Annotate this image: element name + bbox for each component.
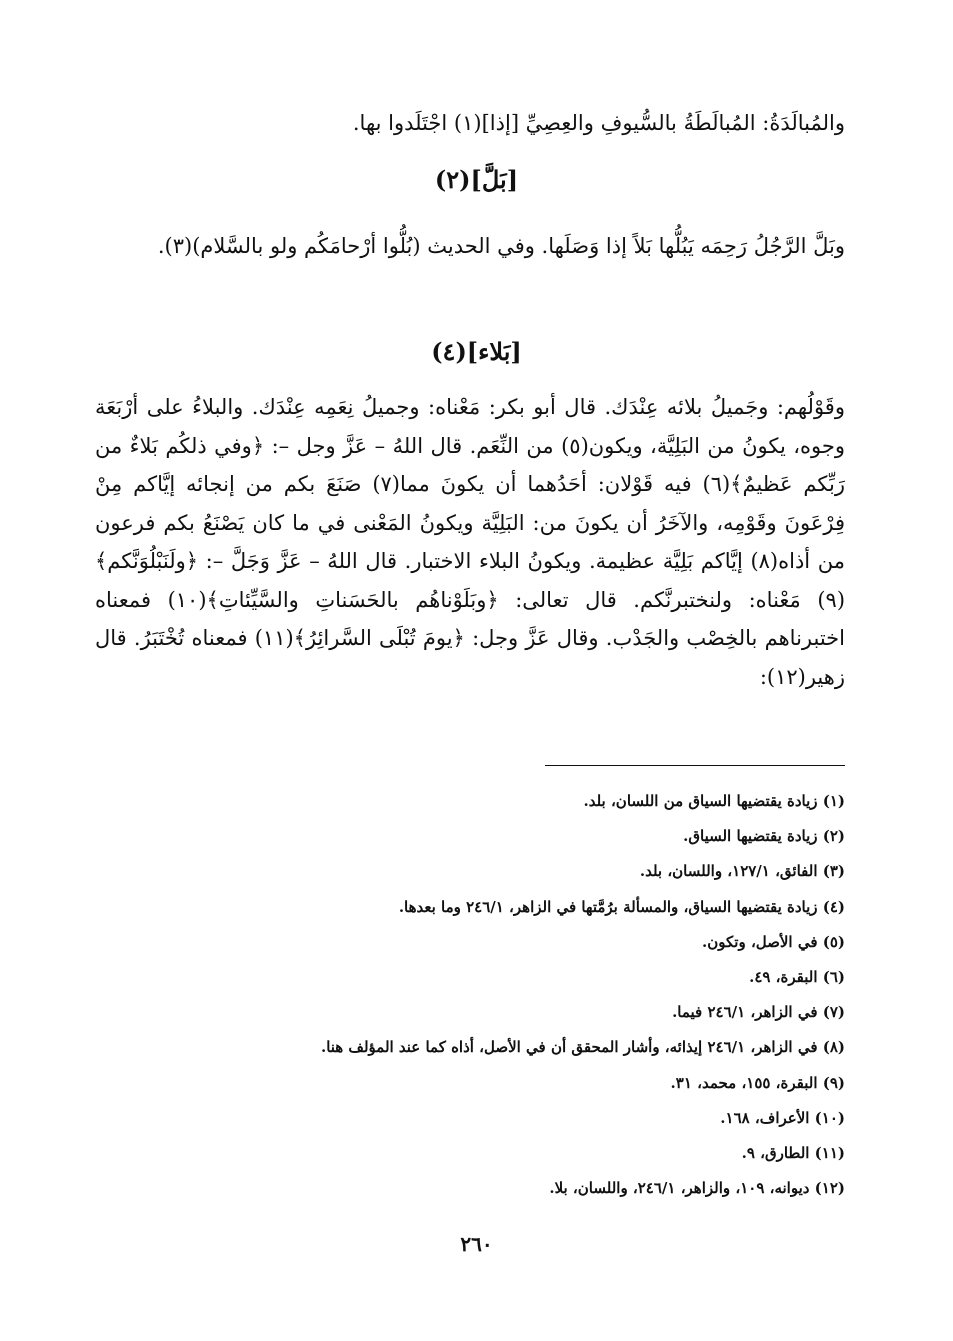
footnote-3: (٣) الفائق، ١٢٧/١، واللسان، بلد. [639, 862, 845, 881]
footnote-11: (١١) الطارق، ٩. [741, 1144, 845, 1163]
footnote-9: (٩) البقرة، ١٥٥، محمد، ٣١. [670, 1073, 845, 1092]
page-number: ٢٦٠ [460, 1232, 493, 1256]
paragraph-mubaladah: والمُبالَدَةُ: المُبالَطَةُ بالسُّيوفِ والعِصِيِّ [إذا](١) اجْتَلَدوا بها. [352, 111, 845, 135]
paragraph-balaa: وقَوْلُهم: وجَميلُ بلائه عِنْدَك. قال أبو بكر: مَعْناه: وجميلُ نِعَمِه عِنْدَك. والبلاءُ على أرْبَعَة وجوه، يكونُ من البَلِيَّة، ويكون(٥) من النِّعَم. قال اللهُ – عَزَّ وجل –: ﴿وفي ذلكُم بَلاءٌ من رَبِّكم عَظيمٌ﴾(٦) فيه قَوْلان: أحَدُهما أن يكونَ مما(٧) صَنَعَ بكم من إنجائه إيَّاكم مِنْ فِرْعَونَ وقَوْمِه، والآخَرُ أن يكونَ من: البَلِيَّة ويكونُ المَعْنى في ما كان يَصْنَعُ بكم فرعون من أذاه(٨) إيَّاكم بَلِيَّة عظيمة. ويكونُ البلاء الاختبار. قال اللهُ – عَزَّ وَجَلَّ –: ﴿ولَنَبْلُوَنَّكم﴾(٩) مَعْناه: ولنختبرنَّكم. قال تعالى: ﴿وبَلَوْناهُم بالحَسَناتِ والسَّيِّئاتِ﴾(١٠) فمعناه اختبرناهم بالخِصْب والجَدْب. وقال عَزَّ وجل: ﴿يومَ تُبْلَى السَّرائِرُ﴾(١١) فمعناه تُخْتَبَرُ. قال زهير(١٢): [95, 395, 846, 689]
paragraph-ball: وبَلَّ الرَّجُلُ رَحِمَه يَبُلُّها بَلاً إذا وَصَلَها. وفي الحديث (بُلُّوا أرْحامَكُم ولو بالسَّلام)(٣). [157, 234, 845, 258]
footnote-8: (٨) في الزاهر، ٢٤٦/١ إيذائه، وأشار المحقق أن في الأصل، أذاه كما عند المؤلف هنا. [320, 1038, 845, 1057]
footnote-1: (١) زيادة يقتضيها السياق من اللسان، بلد. [583, 792, 845, 810]
footnote-2: (٢) زيادة يقتضيها السياق. [683, 827, 845, 846]
footnote-4: (٤) زيادة يقتضيها السياق، والمسألة برُمَّتها في الزاهر، ٢٤٦/١ وما بعدها. [398, 897, 845, 916]
footnote-6: (٦) البقرة، ٤٩. [749, 968, 845, 987]
footnote-5: (٥) في الأصل، وتكون. [702, 932, 845, 951]
footnote-divider [545, 765, 845, 766]
footnotes-section [95, 784, 845, 1206]
entry-heading-ball: [بَلَّ](٢) [434, 165, 519, 194]
footnote-7: (٧) في الزاهر، ٢٤٦/١ فيما. [672, 1003, 845, 1022]
footnote-12: (١٢) ديوانه، ١٠٩، والزاهر، ٢٤٦/١، واللسان، بلا. [549, 1179, 845, 1198]
entry-heading-balaa: [بَلاء](٤) [431, 337, 522, 366]
footnote-10: (١٠) الأعراف، ١٦٨. [720, 1108, 845, 1127]
